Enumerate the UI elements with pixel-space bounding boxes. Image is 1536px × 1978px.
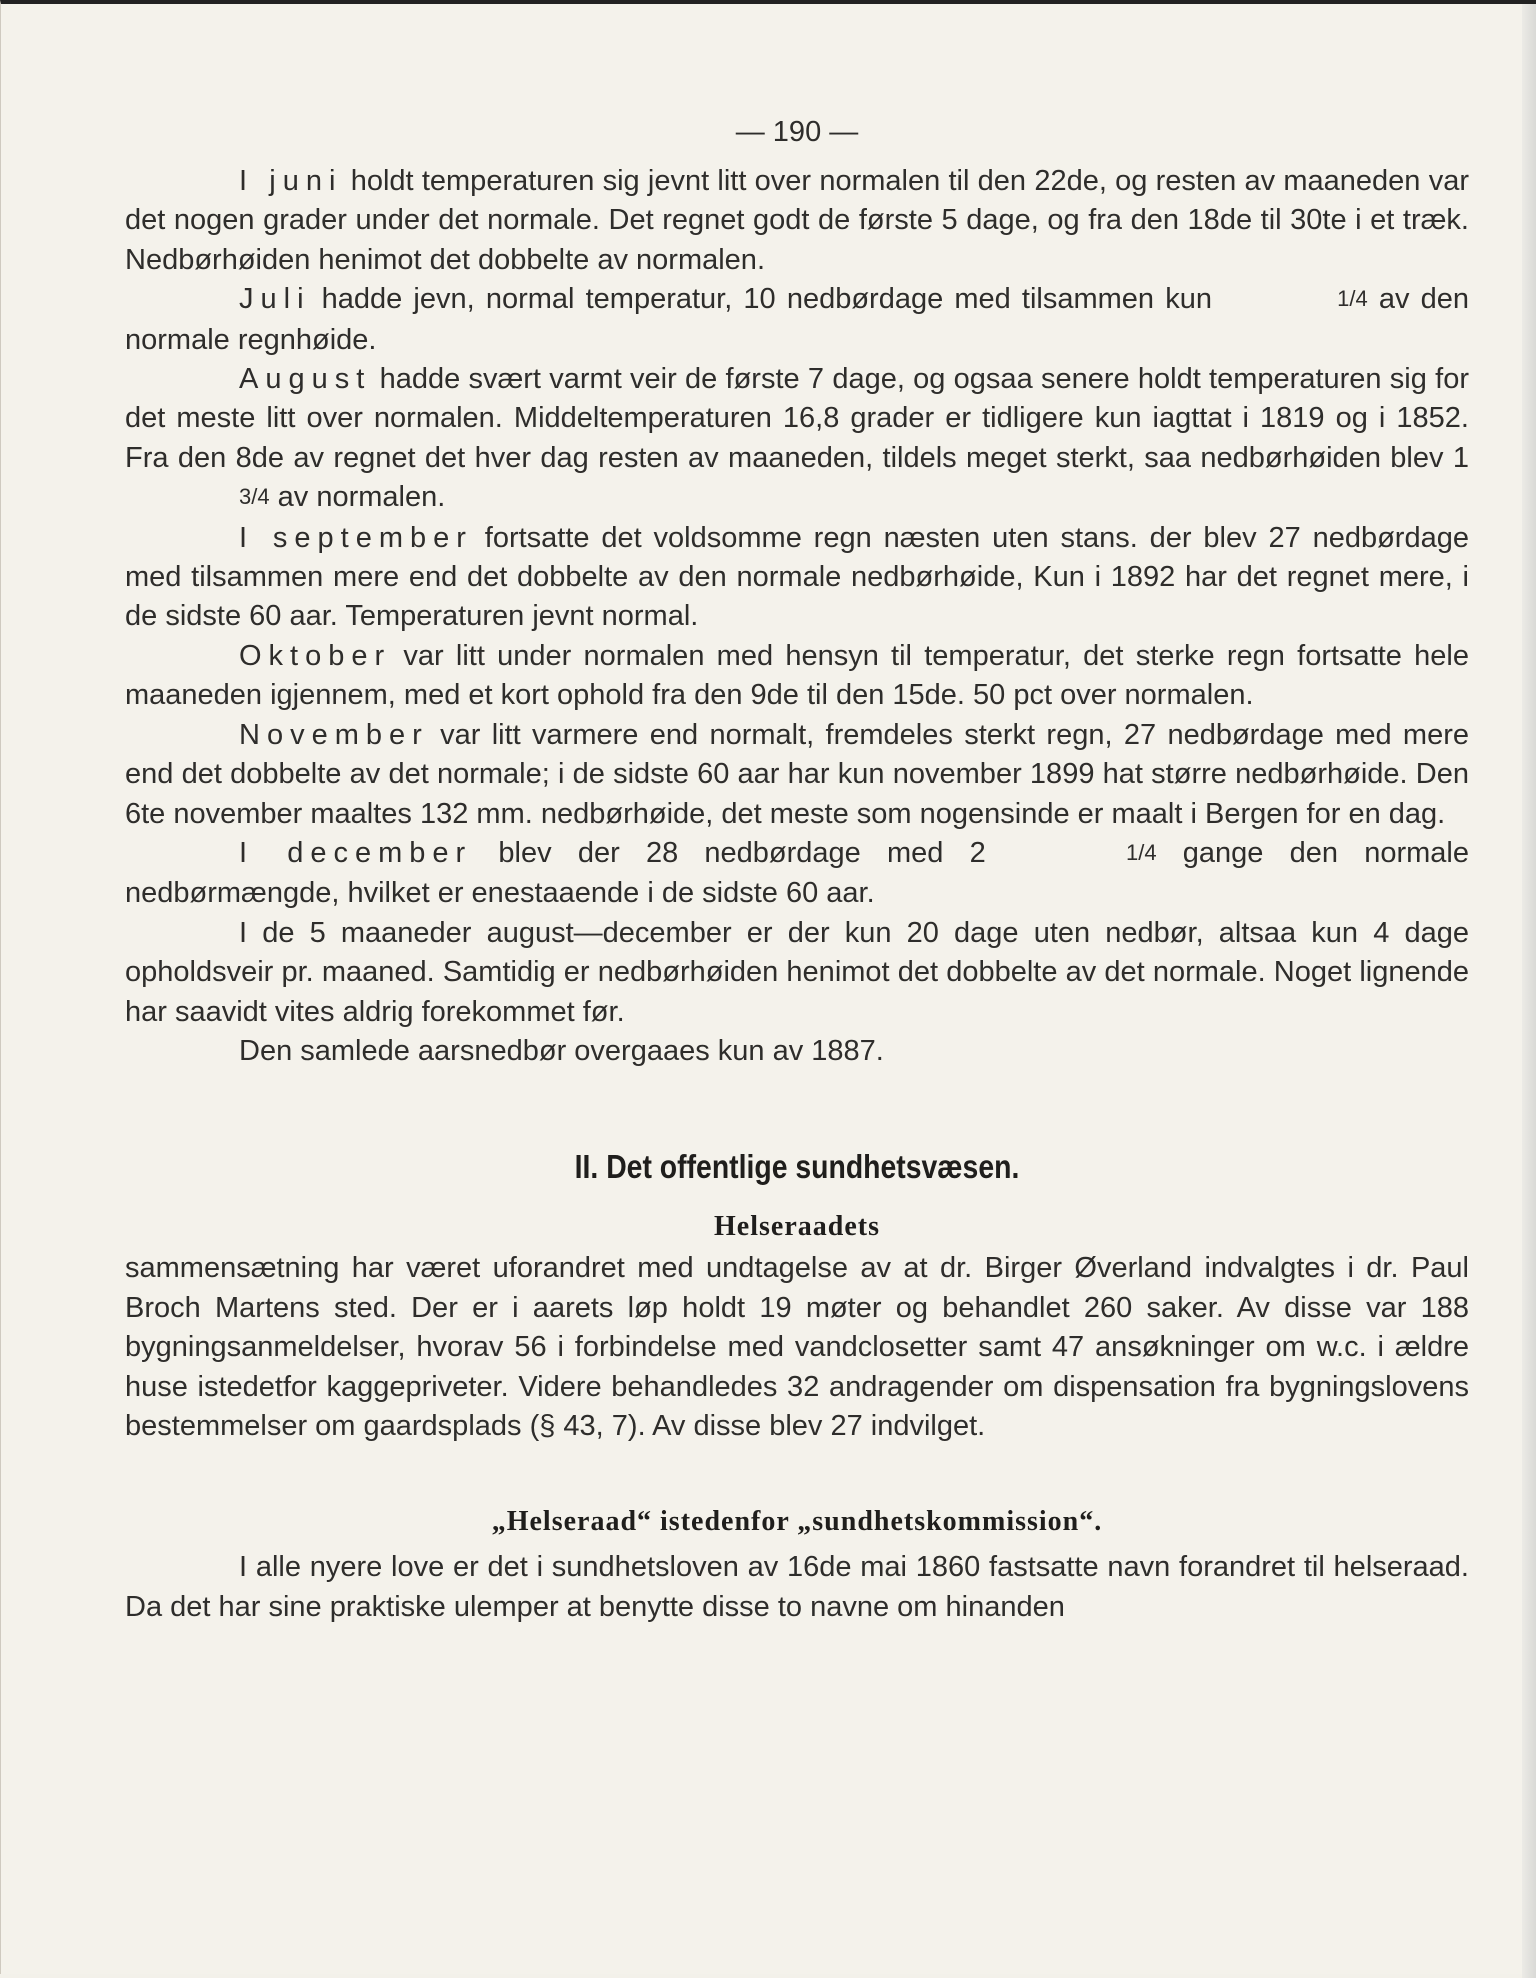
paragraph-december-text-before: blev der 28 nedbørdage med 2: [472, 836, 1012, 869]
month-july: Juli: [239, 283, 311, 316]
paragraph-september-text: fortsatte det voldsomme regn næsten uten stans. der blev 27 nedbørdage med tilsammen mere end det dobbelte av den normale nedbørhøide, Kun i 1892 har det regnet mere, i de sidste 60 aar. Temperaturen jevnt normal.: [125, 521, 1469, 633]
paragraph-november: [125, 716, 1469, 834]
paragraph-august-text-after: av normalen.: [269, 481, 446, 514]
month-october: Oktober: [239, 639, 392, 672]
paragraph-july-text-before: hadde jevn, normal temperatur, 10 nedbørdage med tilsammen kun: [310, 283, 1224, 316]
month-september: I september: [239, 521, 473, 554]
fraction-august: 3/4: [239, 484, 270, 510]
scan-edge: [1522, 4, 1536, 1978]
paragraph-naming: I alle nyere love er det i sundhetsloven av 16de mai 1860 fastsatte navn forandret til helseraad. Da det har sine praktiske ulemper at benytte disse to navne om hinanden: [125, 1551, 1469, 1623]
paragraph-july-text-after: av den normale regnhøide.: [125, 283, 1469, 356]
helseraad-body: [125, 1249, 1469, 1446]
paragraph-november-text: var litt varmere end normalt, fremdeles sterkt regn, 27 nedbørdage med mere end det dobbelte av det normale; i de sidste 60 aar har kun november 1899 hat større nedbørhøide. Den 6te november maaltes 132 mm. nedbørhøide, det meste som nogensinde er maalt i Bergen for en dag.: [125, 718, 1469, 830]
month-june: I juni: [239, 165, 343, 197]
paragraph-october: [125, 637, 1469, 716]
helseraad-heading: Helseraadets: [714, 1211, 880, 1243]
paragraph-august: [125, 360, 1469, 519]
paragraph-summary-1: I de 5 maaneder august—december er der kun 20 dage uten nedbør, altsaa kun 4 dage opholdsveir pr. maaned. Samtidig er nedbørhøiden henimot det dobbelte av det normale. Noget lignende har saavidt vites aldrig forekommet før.: [125, 916, 1469, 1028]
paragraph-august-text-before: hadde svært varmt veir de første 7 dage, og ogsaa senere holdt temperaturen sig for det meste litt over normalen. Middeltemperaturen 16,8 grader er tidligere kun iagttat i 1819 og i 1852. Fra den 8de av regnet det hver dag resten av maaneden, tildels meget sterkt, saa nedbørhøiden blev 1: [125, 363, 1469, 474]
paragraph-june-text: holdt temperaturen sig jevnt litt over normalen til den 22de, og resten av maaneden var det nogen grader under det normale. Det regnet godt de første 5 dage, og fra den 18de til 30te i et træk. Nedbørhøiden henimot det dobbelte av normalen.: [125, 165, 1469, 276]
paragraph-december-text-after: gange den normale nedbørmængde, hvilket er enestaaende i de sidste 60 aar.: [125, 836, 1469, 910]
paragraph-september: [125, 519, 1469, 637]
naming-heading: „Helseraad“ istedenfor „sundhetskommission“.: [491, 1506, 1103, 1538]
section-heading: II. Det offentlige sundhetsvæsen.: [574, 1148, 1020, 1186]
paragraph-june: [125, 162, 1469, 280]
month-december: I december: [239, 836, 473, 869]
paragraph-july: [125, 280, 1469, 360]
paragraph-helseraad: sammensætning har været uforandret med undtagelse av at dr. Birger Øverland indvalgtes i dr. Paul Broch Martens sted. Der er i aarets løp holdt 19 møter og behandlet 260 saker. Av disse var 188 bygningsanmeldelser, hvorav 56 i forbindelse med vandclosetter samt 47 ansøkninger om w.c. i ældre huse istedetfor kaggepriveter. Videre behandledes 32 andragender om dispensation fra bygningslovens bestemmelser om gaardsplads (§ 43, 7). Av disse blev 27 indvilget.: [125, 1252, 1469, 1442]
page-content: [125, 112, 1469, 1627]
fraction-december: 1/4: [1125, 839, 1157, 865]
fraction-july: 1/4: [1337, 286, 1368, 312]
page-number: — 190 —: [735, 116, 859, 148]
paragraph-october-text: var litt under normalen med hensyn til temperatur, det sterke regn fortsatte hele maaneden igjennem, med et kort ophold fra den 9de til den 15de. 50 pct over normalen.: [125, 639, 1469, 712]
paragraph-december: [125, 834, 1469, 914]
month-august: August: [239, 363, 372, 396]
month-november: November: [239, 718, 429, 751]
paragraph-summary-2: Den samlede aarsnedbør overgaaes kun av 1887.: [239, 1034, 884, 1067]
